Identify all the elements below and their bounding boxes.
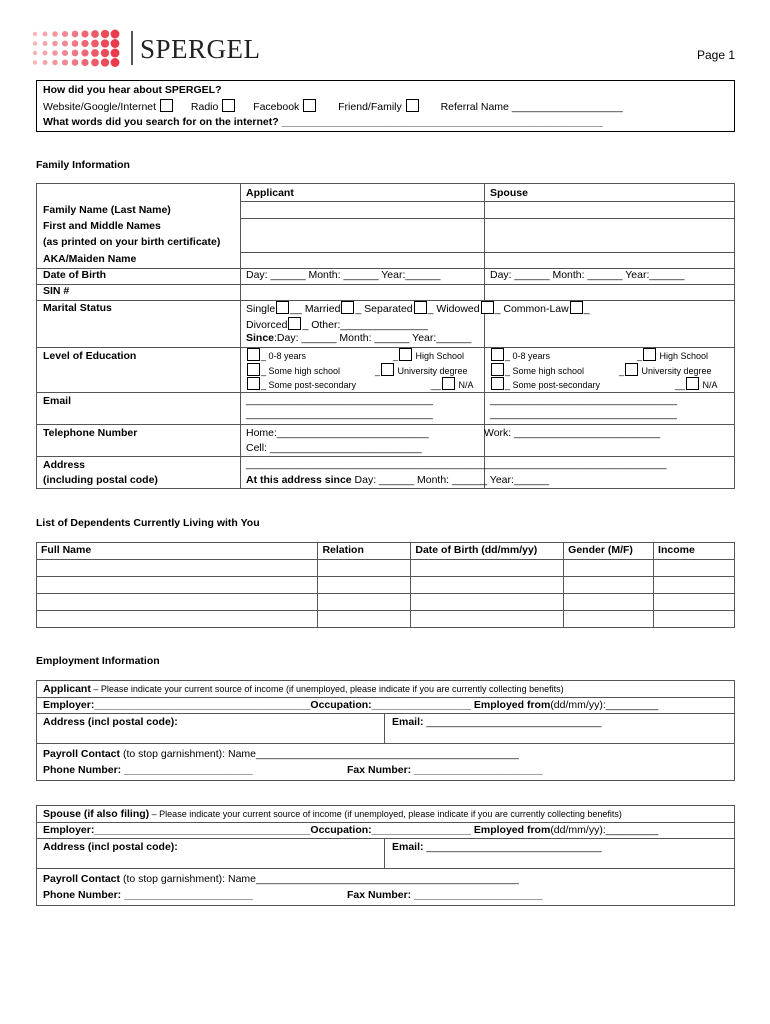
opt-radio-label: Radio <box>190 101 219 113</box>
app-phone-field[interactable]: Phone Number: ______________________ <box>43 764 253 776</box>
at-address-fields[interactable]: Day: ______ Month: ______ Year:______ <box>351 474 549 486</box>
opt-web-checkbox[interactable] <box>160 99 173 112</box>
logo-dot <box>43 60 48 65</box>
dependents-title: List of Dependents Currently Living with You <box>36 517 260 529</box>
logo-dot <box>33 41 37 45</box>
logo-dot <box>91 40 99 48</box>
label-education: Level of Education <box>43 350 137 362</box>
ms-married-label: Married <box>304 303 341 315</box>
sp-ed-somepost-checkbox[interactable] <box>491 377 504 390</box>
label-sin: SIN # <box>43 285 70 297</box>
app-ed-na-label: N/A <box>458 380 474 390</box>
app-ed-high-checkbox[interactable] <box>399 348 412 361</box>
dependents-cell[interactable] <box>654 560 735 577</box>
label-aka: AKA/Maiden Name <box>43 253 137 265</box>
ms-common-label: Common-Law <box>503 303 569 315</box>
logo-dot <box>33 32 37 36</box>
sp-email-field[interactable]: ______________________________ <box>423 841 602 853</box>
app-email-line-1[interactable]: ________________________________ <box>246 394 433 406</box>
dependents-cell[interactable] <box>411 560 564 577</box>
spouse-dob-field[interactable]: Day: ______ Month: ______ Year:______ <box>490 269 685 281</box>
address-since[interactable] <box>246 474 549 486</box>
ms-separated-label: Separated <box>364 303 413 315</box>
ms-married-checkbox[interactable] <box>341 301 354 314</box>
app-ed-somehigh-checkbox[interactable] <box>247 363 260 376</box>
dependents-cell[interactable] <box>654 577 735 594</box>
logo-dot <box>52 60 58 66</box>
dependents-cell[interactable] <box>411 594 564 611</box>
label-as-printed: (as printed on your birth certificate) <box>43 236 221 248</box>
logo-dot <box>111 39 120 48</box>
sp-occupation-field[interactable]: Occupation:_________________ <box>310 824 471 836</box>
opt-radio-checkbox[interactable] <box>222 99 235 112</box>
sp-fax-field[interactable]: Fax Number: ______________________ <box>347 889 543 901</box>
label-dob: Date of Birth <box>43 269 106 281</box>
referral-options <box>43 99 623 113</box>
logo-dot <box>62 50 68 56</box>
sp-ed-na-label: N/A <box>702 380 718 390</box>
sp-ed-somepost-label: Some post-secondary <box>512 380 601 390</box>
app-employed-from-label: Employed from <box>473 699 551 711</box>
sp-ed-high-checkbox[interactable] <box>643 348 656 361</box>
address-line[interactable]: ________________________________________________________________________ <box>246 458 667 470</box>
sp-ed-na-checkbox[interactable] <box>686 377 699 390</box>
sp-payroll-label: Payroll Contact <box>43 873 121 885</box>
family-info-title: Family Information <box>36 159 130 171</box>
app-ed-somepost: _ Some post-secondary <box>246 377 356 390</box>
sp-employed-from-field[interactable]: (dd/mm/yy):_________ <box>550 824 659 836</box>
sp-email-line-2[interactable]: ________________________________ <box>490 408 677 420</box>
app-ed-08-label: 0-8 years <box>268 351 307 361</box>
sp-address-label: Address (incl postal code): <box>43 841 178 853</box>
dependents-cell[interactable] <box>318 577 411 594</box>
label-phone: Telephone Number <box>43 427 138 439</box>
sp-ed-somehigh-label: Some high school <box>512 366 585 376</box>
app-ed-high-label: High School <box>415 351 465 361</box>
logo-dot <box>91 30 99 38</box>
referral-name-field[interactable]: Referral Name ___________________ <box>440 101 623 113</box>
logo-dot <box>101 39 109 47</box>
label-postal: (including postal code) <box>43 474 158 486</box>
sp-ed-somehigh: _ Some high school <box>490 363 584 376</box>
col-applicant: Applicant <box>246 187 294 199</box>
logo-dot <box>72 59 79 66</box>
logo-dot <box>81 40 88 47</box>
sp-ed-08: _ 0-8 years <box>490 348 550 361</box>
dependents-cell[interactable] <box>564 560 654 577</box>
ms-widowed-checkbox[interactable] <box>481 301 494 314</box>
label-family-name: Family Name (Last Name) <box>43 204 171 216</box>
logo-dot <box>52 31 58 37</box>
sp-ed-high-label: High School <box>659 351 709 361</box>
since-fields[interactable]: :Day: ______ Month: ______ Year:______ <box>274 332 472 344</box>
logo-dot <box>72 50 79 57</box>
logo-dot <box>43 41 48 46</box>
logo-dot <box>62 59 68 65</box>
applicant-employment-box <box>36 680 735 781</box>
app-payroll-label: Payroll Contact <box>43 748 121 760</box>
app-email-line-2[interactable]: ________________________________ <box>246 408 433 420</box>
sp-ed-somepost: _ Some post-secondary <box>490 377 600 390</box>
dependents-cell[interactable] <box>564 611 654 628</box>
opt-friend-label: Friend/Family <box>338 101 402 113</box>
app-ed-univ-label: University degree <box>397 366 468 376</box>
app-employer-field[interactable]: Employer:_____________________________________ <box>43 699 311 711</box>
label-email: Email <box>43 395 72 407</box>
table-row <box>37 611 735 628</box>
logo-dot <box>111 49 120 58</box>
spouse-emp-note: – Please indicate your current source of income (if unemployed, please indicate if you are currently collecting benefits) <box>149 809 622 819</box>
dependents-cell[interactable] <box>654 594 735 611</box>
dependents-header-cell: Full Name <box>37 543 318 560</box>
logo-dot <box>101 58 109 66</box>
applicant-emp-label: Applicant <box>43 683 91 695</box>
logo-dot <box>52 50 58 56</box>
home-phone-field[interactable]: Home:__________________________ <box>246 427 429 439</box>
ms-single-label: Single <box>246 303 276 315</box>
logo-dot <box>91 49 99 57</box>
app-email-field[interactable]: ______________________________ <box>423 716 602 728</box>
dependents-cell[interactable] <box>564 594 654 611</box>
app-employed-from-field[interactable]: (dd/mm/yy):_________ <box>550 699 659 711</box>
ms-single-checkbox[interactable] <box>276 301 289 314</box>
opt-facebook-checkbox[interactable] <box>303 99 316 112</box>
logo-dot <box>81 49 88 56</box>
page-number: Page 1 <box>697 48 736 62</box>
dependents-header-cell: Income <box>654 543 735 560</box>
app-ed-somehigh-label: Some high school <box>268 366 341 376</box>
logo-dot <box>33 51 37 55</box>
app-ed-somehigh: _ Some high school <box>246 363 340 376</box>
ms-divorced-checkbox[interactable] <box>288 317 301 330</box>
logo-dot <box>72 40 79 47</box>
logo-dot <box>81 59 88 66</box>
applicant-emp-note: – Please indicate your current source of income (if unemployed, please indicate if you are currently collecting benefits) <box>90 684 564 694</box>
opt-friend-checkbox[interactable] <box>406 99 419 112</box>
ms-other-field[interactable]: Other:_______________ <box>311 319 428 331</box>
logo-dot <box>43 32 48 37</box>
app-fax-field[interactable]: Fax Number: ______________________ <box>347 764 543 776</box>
app-payroll-field[interactable]: (to stop garnishment): Name_____________________________________________ <box>120 748 519 760</box>
logo-dot <box>52 41 58 47</box>
app-email-label: Email: <box>392 716 424 728</box>
app-ed-high: _ High School <box>393 348 464 361</box>
app-ed-somepost-label: Some post-secondary <box>268 380 357 390</box>
family-info-table <box>36 183 735 489</box>
dependents-cell[interactable] <box>37 577 318 594</box>
app-ed-na-checkbox[interactable] <box>442 377 455 390</box>
opt-facebook-label: Facebook <box>253 101 300 113</box>
logo-divider <box>131 31 133 65</box>
logo-dot <box>101 30 109 38</box>
app-address-label: Address (incl postal code): <box>43 716 178 728</box>
dependents-header-cell: Date of Birth (dd/mm/yy) <box>411 543 564 560</box>
cell-phone-field[interactable]: Cell: __________________________ <box>246 442 422 454</box>
logo-dot <box>101 49 109 57</box>
referral-box <box>36 80 735 132</box>
app-ed-univ: _ University degree <box>375 363 468 376</box>
sp-ed-08-label: 0-8 years <box>512 351 551 361</box>
app-ed-na: __ N/A <box>431 377 474 390</box>
sp-ed-univ: _ University degree <box>619 363 712 376</box>
sp-phone-field[interactable]: Phone Number: ______________________ <box>43 889 253 901</box>
label-first-middle: First and Middle Names <box>43 220 161 232</box>
employment-title: Employment Information <box>36 655 160 667</box>
opt-web-label: Website/Google/Internet <box>43 101 157 113</box>
sp-ed-08-checkbox[interactable] <box>491 348 504 361</box>
logo-dot <box>43 51 48 56</box>
referral-question: How did you hear about SPERGEL? <box>43 84 222 96</box>
marital-line-2: Divorced _ Other:_______________ <box>246 319 428 331</box>
logo-dot <box>33 60 37 64</box>
dependents-cell[interactable] <box>318 594 411 611</box>
logo-dot <box>111 30 120 39</box>
sp-ed-na: __ N/A <box>675 377 718 390</box>
logo-dot <box>62 31 68 37</box>
dependents-cell[interactable] <box>37 594 318 611</box>
label-address: Address <box>43 459 86 471</box>
ms-divorced-label: Divorced <box>246 319 288 331</box>
dependents-cell[interactable] <box>37 560 318 577</box>
search-words-field[interactable]: What words did you search for on the internet? _______________________________________________________ <box>43 116 603 128</box>
sp-employed-from-label: Employed from <box>473 824 551 836</box>
sp-email-label: Email: <box>392 841 424 853</box>
dependents-header-row <box>37 543 735 560</box>
dependents-cell[interactable] <box>411 577 564 594</box>
ms-widowed-label: Widowed <box>436 303 480 315</box>
app-ed-08-checkbox[interactable] <box>247 348 260 361</box>
app-ed-somepost-checkbox[interactable] <box>247 377 260 390</box>
sp-ed-univ-label: University degree <box>641 366 712 376</box>
sp-email-line-1[interactable]: ________________________________ <box>490 394 677 406</box>
table-row <box>37 577 735 594</box>
app-ed-08: _ 0-8 years <box>246 348 306 361</box>
dependents-cell[interactable] <box>318 611 411 628</box>
dependents-cell[interactable] <box>564 577 654 594</box>
dependents-header-cell: Relation <box>318 543 411 560</box>
sp-ed-somehigh-checkbox[interactable] <box>491 363 504 376</box>
dependents-cell[interactable] <box>411 611 564 628</box>
since-label: Since <box>246 332 275 344</box>
ms-common-checkbox[interactable] <box>570 301 583 314</box>
logo-dots-graphic <box>30 28 125 68</box>
marital-line-1: Single __ Married _ Separated _ Widowed _ Common-Law _ <box>246 303 590 315</box>
label-marital: Marital Status <box>43 302 112 314</box>
logo-dot <box>72 31 79 38</box>
sp-ed-univ-checkbox[interactable] <box>625 363 638 376</box>
ms-separated-checkbox[interactable] <box>414 301 427 314</box>
dependents-table <box>36 542 735 628</box>
logo-wordmark: SPERGEL <box>140 34 261 64</box>
sp-employer-field[interactable]: Employer:_____________________________________ <box>43 824 311 836</box>
table-row <box>37 560 735 577</box>
col-spouse: Spouse <box>490 187 528 199</box>
app-ed-univ-checkbox[interactable] <box>381 363 394 376</box>
spouse-employment-box <box>36 805 735 906</box>
logo-dot <box>91 59 99 67</box>
sp-ed-high: _ High School <box>637 348 708 361</box>
dependents-header-cell: Gender (M/F) <box>564 543 654 560</box>
logo-dot <box>81 30 88 37</box>
logo-dot <box>62 40 68 46</box>
sp-payroll-field[interactable]: (to stop garnishment): Name_____________________________________________ <box>120 873 519 885</box>
dependents-cell[interactable] <box>654 611 735 628</box>
app-occupation-field[interactable]: Occupation:_________________ <box>310 699 471 711</box>
applicant-dob-field[interactable]: Day: ______ Month: ______ Year:______ <box>246 269 441 281</box>
spergel-logo <box>30 28 270 68</box>
spouse-emp-label: Spouse (if also filing) <box>43 808 150 820</box>
work-phone-field[interactable]: Work: _________________________ <box>484 427 661 439</box>
logo-dot <box>111 58 120 67</box>
at-address-label: At this address since <box>246 474 352 486</box>
dependents-cell[interactable] <box>37 611 318 628</box>
dependents-cell[interactable] <box>318 560 411 577</box>
marital-since[interactable] <box>246 332 471 344</box>
table-row <box>37 594 735 611</box>
